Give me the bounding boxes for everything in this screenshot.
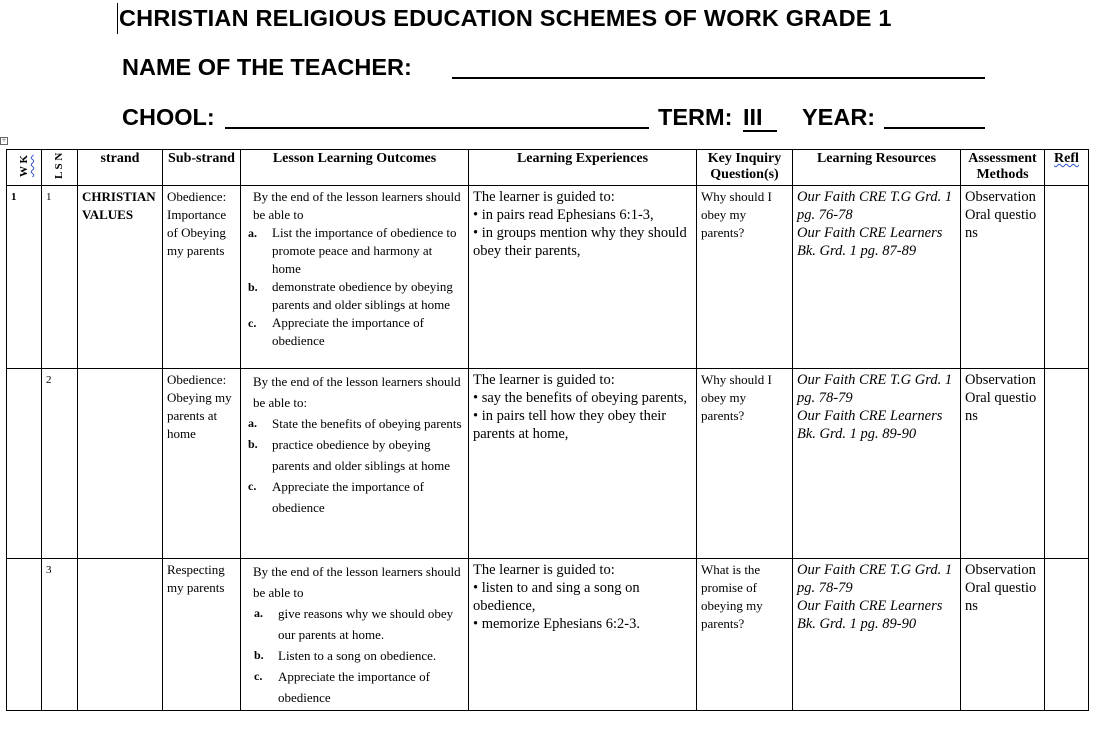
table-row [7,369,1089,559]
list-item: c. Appreciate the importance of obedience [248,479,424,515]
week-cell[interactable]: 1 [7,186,42,369]
resources-cell[interactable] [793,559,961,711]
outcomes-cell[interactable] [241,369,469,559]
outcomes-intro: By the end of the lesson learners should be able to [253,564,461,600]
list-item: b. practice obedience by obeying parents and older siblings at home [248,437,450,473]
table-move-handle-icon[interactable]: + [1,137,7,144]
outcomes-intro: By the end of the lesson learners should be able to: [253,374,461,410]
week-cell[interactable] [7,559,42,711]
header-reflection: Refl [1045,150,1089,186]
assessment-cell[interactable] [961,559,1045,711]
teacher-name-label: NAME OF THE TEACHER: [122,54,412,80]
experiences-cell[interactable] [469,186,697,369]
term-label: TERM: [658,104,733,130]
school-label: CHOOL: [122,104,215,130]
reflection-cell[interactable] [1045,186,1089,369]
header-outcomes: Lesson Learning Outcomes [241,150,469,186]
year-blank[interactable] [884,127,985,129]
term-value[interactable] [743,104,777,131]
inquiry-cell[interactable]: Why should I obey my parents? [697,186,793,369]
year-label: YEAR: [802,104,876,130]
resource-item: Our Faith CRE Learners Bk. Grd. 1 pg. 89-90 [797,408,943,442]
experiences-cell[interactable] [469,369,697,559]
experiences-intro: The learner is guided to: [473,372,615,388]
table-row [7,559,1089,711]
list-item: • listen to and sing a song on obedience, [473,580,640,614]
resource-item: Our Faith CRE T.G Grd. 1 pg. 78-79 [797,372,953,406]
list-item: a. List the importance of obedience to promote peace and harmony at home [248,225,457,276]
header-sub-strand: Sub-strand [163,150,241,186]
outcomes-cell[interactable] [241,559,469,711]
document-title: CHRISTIAN RELIGIOUS EDUCATION SCHEMES OF WORK GRADE 1 [119,5,892,31]
list-item: • in pairs tell how they obey their parents at home, [473,408,667,442]
list-item: b. demonstrate obedience by obeying parents and older siblings at home [248,279,453,312]
list-item: b. Listen to a song on obedience. [254,648,437,663]
lesson-cell[interactable]: 1 [42,186,78,369]
outcomes-list [245,413,464,518]
inquiry-cell[interactable]: What is the promise of obeying my parents? [697,559,793,711]
resource-item: Our Faith CRE Learners Bk. Grd. 1 pg. 87-89 [797,225,943,259]
resource-item: Our Faith CRE T.G Grd. 1 pg. 78-79 [797,562,953,596]
assessment-item: Oral questions [965,207,1037,241]
table-header-row [7,150,1089,186]
assessment-item: Observation [965,562,1036,578]
resource-item: Our Faith CRE Learners Bk. Grd. 1 pg. 89-90 [797,598,943,632]
text-cursor [117,3,118,34]
strand-cell[interactable]: CHRISTIAN VALUES [78,186,163,369]
assessment-item: Observation [965,189,1036,205]
list-item: a. give reasons why we should obey our parents at home. [254,606,454,642]
outcomes-list [245,224,464,350]
experiences-cell[interactable] [469,559,697,711]
outcomes-list [245,603,464,708]
reflection-cell[interactable] [1045,559,1089,711]
assessment-item: Observation [965,372,1036,388]
assessment-cell[interactable] [961,186,1045,369]
header-experiences: Learning Experiences [469,150,697,186]
reflection-cell[interactable] [1045,369,1089,559]
header-assessment: Assessment Methods [961,150,1045,186]
strand-cell[interactable] [78,369,163,559]
teacher-name-blank[interactable] [452,77,985,79]
experiences-intro: The learner is guided to: [473,189,615,205]
schemes-of-work-table [6,149,1089,711]
table-row [7,186,1089,369]
sub-strand-cell[interactable]: Obedience: Obeying my parents at home [163,369,241,559]
school-blank[interactable] [225,127,649,129]
lesson-cell[interactable]: 2 [42,369,78,559]
resources-cell[interactable] [793,186,961,369]
resource-item: Our Faith CRE T.G Grd. 1 pg. 76-78 [797,189,953,223]
outcomes-cell[interactable] [241,186,469,369]
week-cell[interactable] [7,369,42,559]
resources-cell[interactable] [793,369,961,559]
assessment-item: Oral questions [965,580,1037,614]
assessment-item: Oral questions [965,390,1037,424]
header-lesson: L S N [42,150,78,186]
header-resources: Learning Resources [793,150,961,186]
outcomes-intro: By the end of the lesson learners should be able to [253,189,461,222]
header-week: W K [7,150,42,186]
experiences-intro: The learner is guided to: [473,562,615,578]
header-inquiry: Key Inquiry Question(s) [697,150,793,186]
lesson-cell[interactable]: 3 [42,559,78,711]
strand-cell[interactable] [78,559,163,711]
header-strand: strand [78,150,163,186]
list-item: • say the benefits of obeying parents, [473,390,688,406]
list-item: • memorize Ephesians 6:2-3. [473,616,640,632]
sub-strand-cell[interactable]: Obedience: Importance of Obeying my parents [163,186,241,369]
term-value-text: III [743,104,777,132]
assessment-cell[interactable] [961,369,1045,559]
sub-strand-cell[interactable]: Respecting my parents [163,559,241,711]
list-item: c. Appreciate the importance of obedience [254,669,430,705]
inquiry-cell[interactable]: Why should I obey my parents? [697,369,793,559]
list-item: • in groups mention why they should obey their parents, [473,225,687,259]
list-item: a. State the benefits of obeying parents [248,416,462,431]
list-item: c. Appreciate the importance of obedience [248,315,424,348]
list-item: • in pairs read Ephesians 6:1-3, [473,207,654,223]
